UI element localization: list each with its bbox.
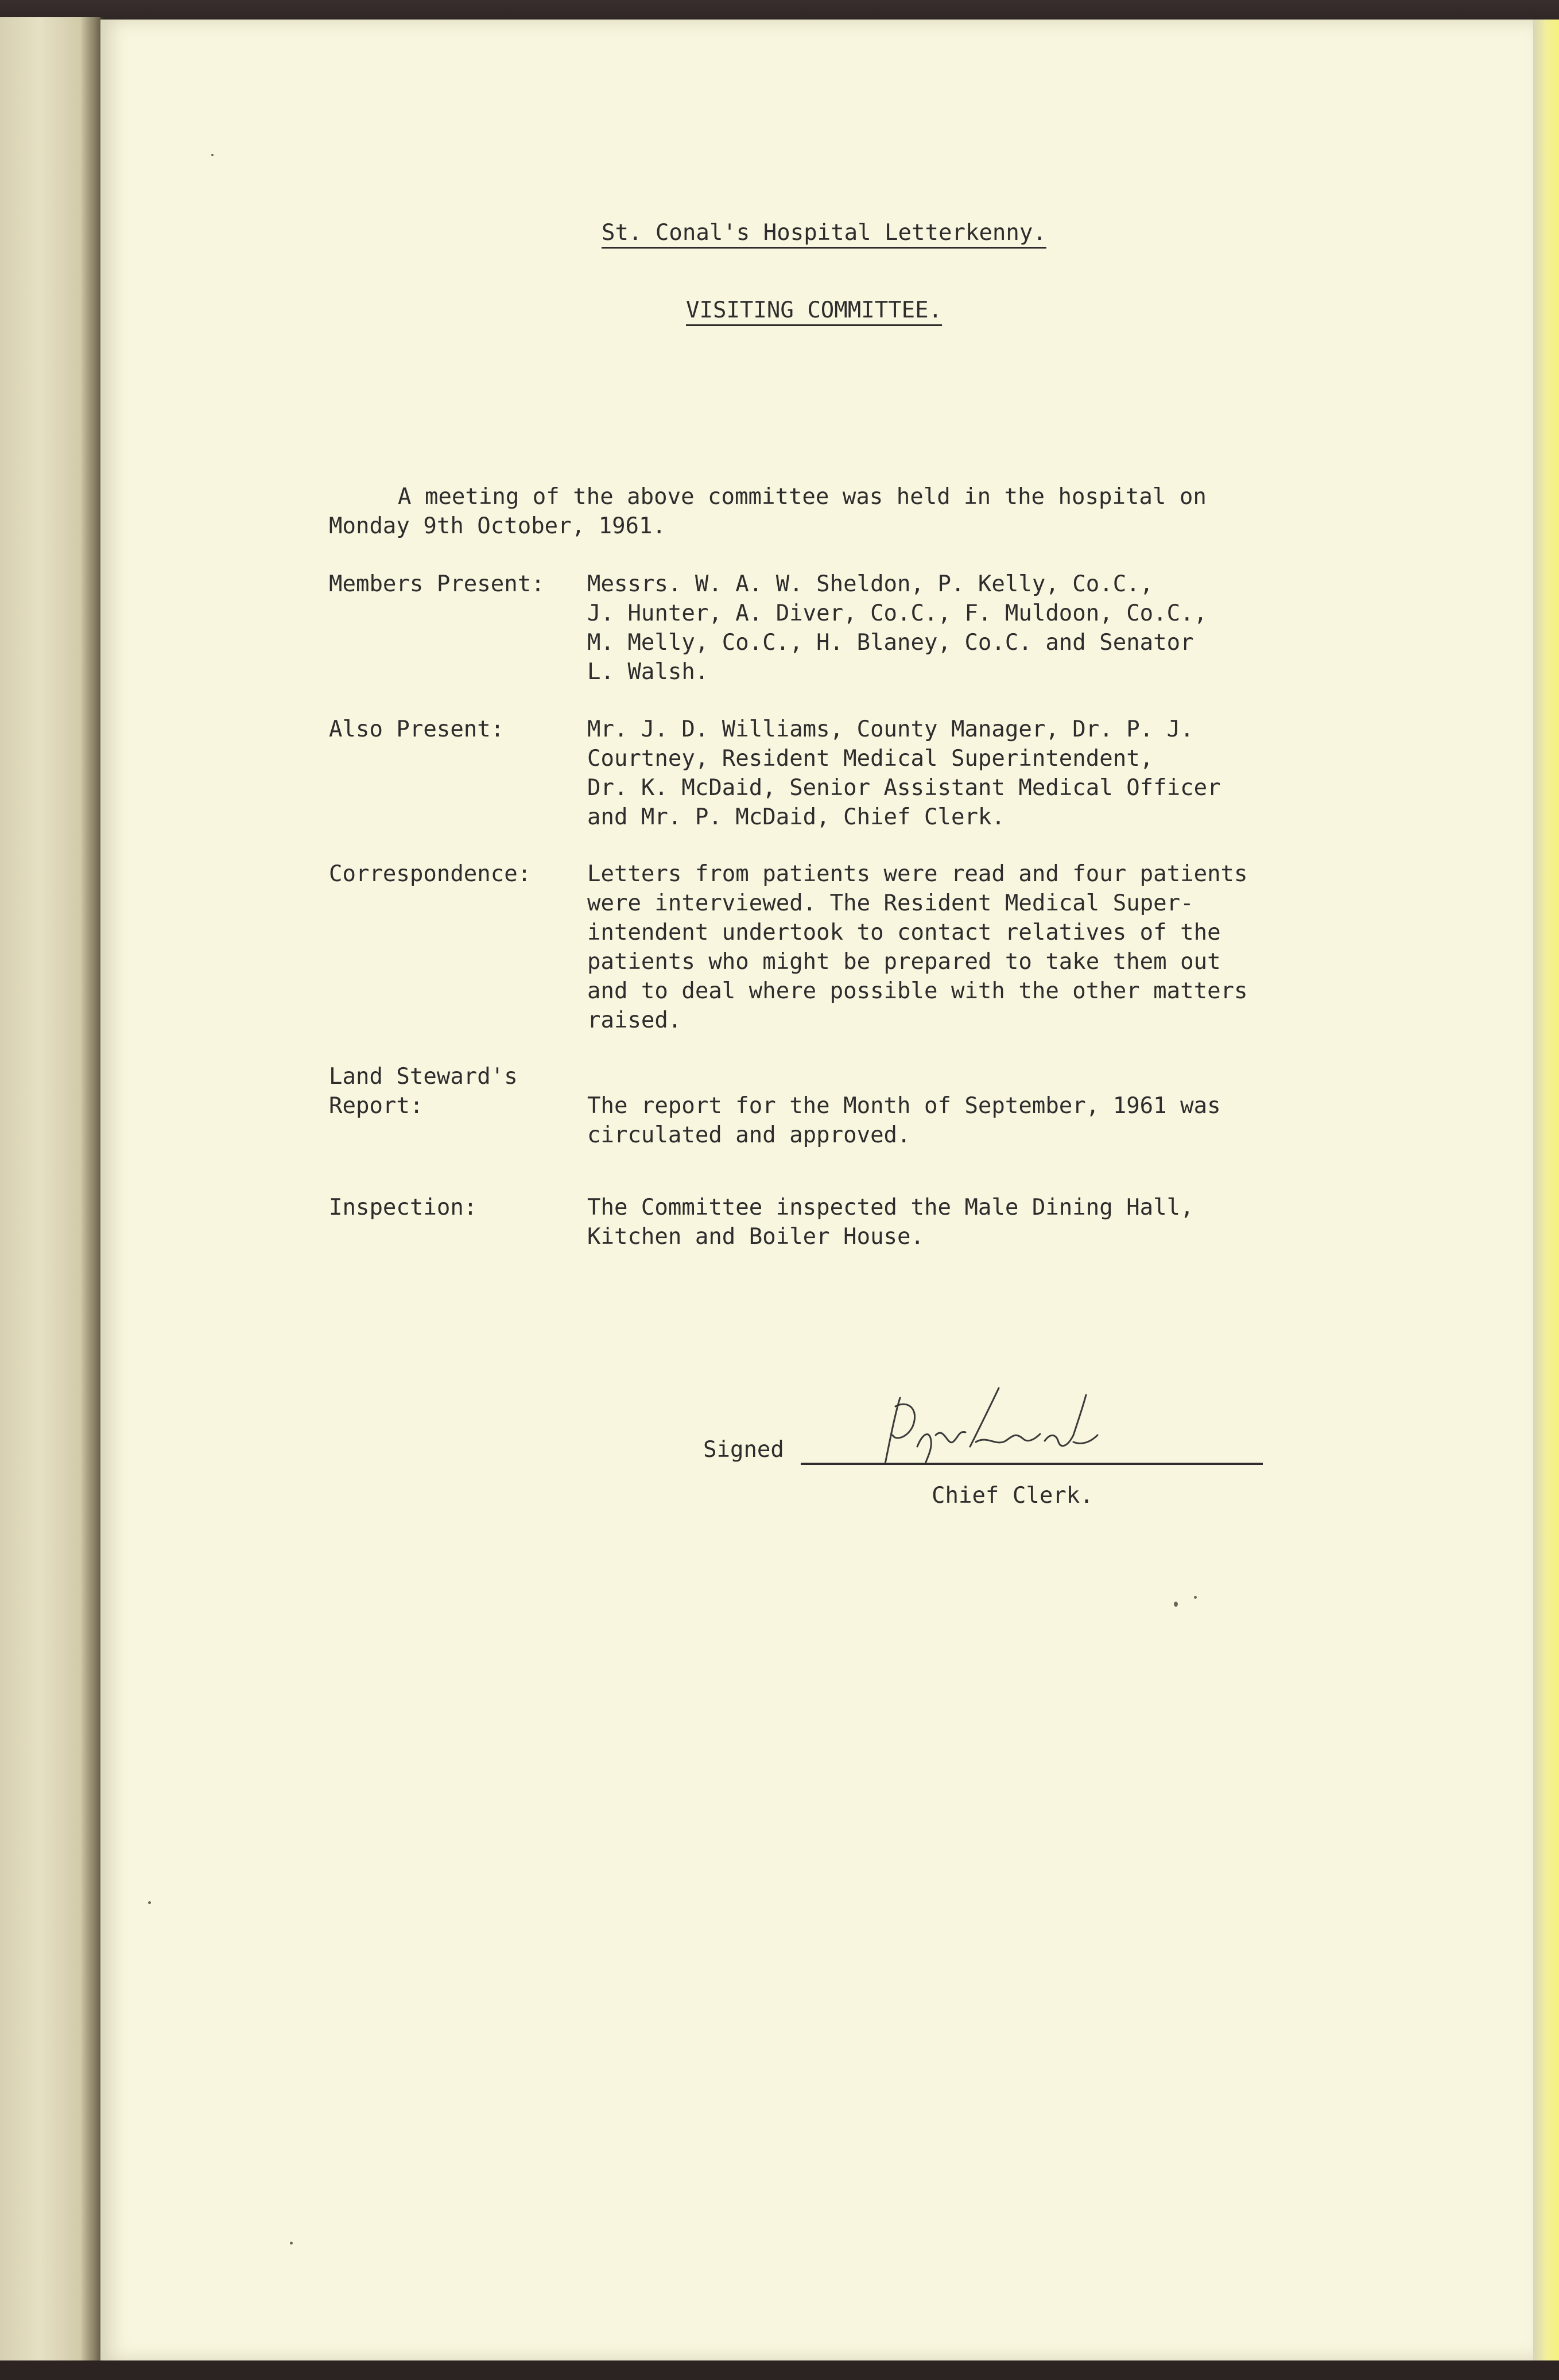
book-gutter-shadow <box>80 17 103 2362</box>
section-line: Dr. K. McDaid, Senior Assistant Medical Officer <box>587 775 1221 801</box>
signatory-role: Chief Clerk. <box>932 1483 1093 1509</box>
section-line: Courtney, Resident Medical Superintendent, <box>587 746 1154 772</box>
section-line: M. Melly, Co.C., H. Blaney, Co.C. and Senator <box>587 630 1194 656</box>
section-line: Mr. J. D. Williams, County Manager, Dr. P. J. <box>587 716 1194 742</box>
intro-line-2: Monday 9th October, 1961. <box>329 513 666 539</box>
section-label: Report: <box>329 1093 424 1119</box>
section-line: J. Hunter, A. Diver, Co.C., F. Muldoon, Co.C., <box>587 600 1208 626</box>
handwritten-signature <box>872 1378 1114 1470</box>
section-line: and to deal where possible with the other matters <box>587 978 1248 1004</box>
section-line: Messrs. W. A. W. Sheldon, P. Kelly, Co.C., <box>587 571 1154 597</box>
book-bottom-edge <box>0 2360 1559 2380</box>
section-label: Also Present: <box>329 716 505 742</box>
page-edge-right <box>1533 20 1559 2360</box>
scan-speck <box>148 1901 151 1904</box>
section-label: Correspondence: <box>329 861 532 887</box>
intro-line-1: A meeting of the above committee was held in the hospital on <box>398 484 1207 510</box>
scan-speck <box>1194 1596 1197 1599</box>
book-top-edge <box>0 0 1559 20</box>
section-line: circulated and approved. <box>587 1122 911 1148</box>
scan-speck <box>211 154 214 156</box>
section-line: Kitchen and Boiler House. <box>587 1224 924 1250</box>
section-line: L. Walsh. <box>587 659 709 685</box>
section-line: were interviewed. The Resident Medical Super- <box>587 890 1194 916</box>
section-line: Letters from patients were read and four patients <box>587 861 1248 887</box>
document-page <box>100 20 1533 2360</box>
section-line: intendent undertook to contact relatives of the <box>587 920 1221 945</box>
scan-speck <box>290 2242 293 2245</box>
section-line: and Mr. P. McDaid, Chief Clerk. <box>587 804 1005 830</box>
document-subtitle: VISITING COMMITTEE. <box>686 297 943 323</box>
section-line: The Committee inspected the Male Dining Hall, <box>587 1195 1194 1220</box>
section-label: Land Steward's <box>329 1064 518 1090</box>
document-title: St. Conal's Hospital Letterkenny. <box>602 220 1046 246</box>
signature-line <box>801 1463 1263 1465</box>
section-line: raised. <box>587 1007 682 1033</box>
section-line: The report for the Month of September, 1961 was <box>587 1093 1221 1119</box>
section-label: Inspection: <box>329 1195 478 1220</box>
section-label: Members Present: <box>329 571 545 597</box>
signed-label: Signed <box>703 1437 784 1463</box>
section-line: patients who might be prepared to take them out <box>587 949 1221 975</box>
scan-speck <box>1174 1602 1178 1607</box>
